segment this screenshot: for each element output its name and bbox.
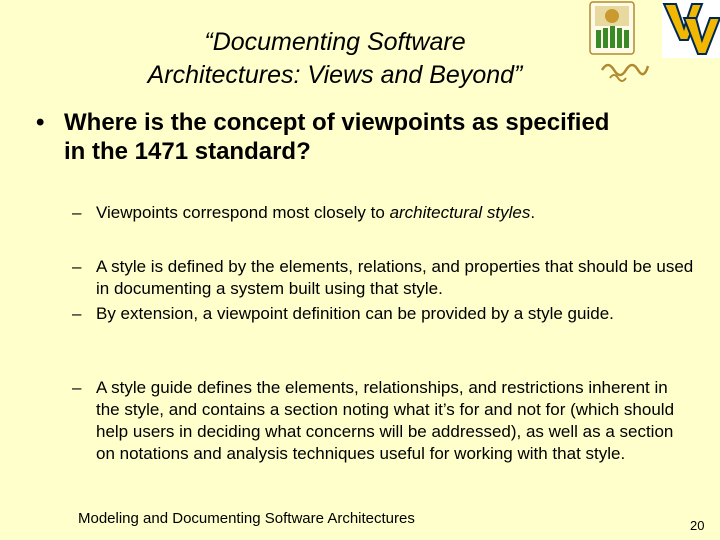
main-bullet-text: Where is the concept of viewpoints as specified in the 1471 standard? [64,109,610,165]
sub-bullet-text: A style is defined by the elements, relations, and properties that should be used in documenting a system built using that style. [96,257,694,298]
slide-title [130,26,540,92]
bullet-symbol: • [36,109,45,136]
slide-footer: Modeling and Documenting Software Architectures [78,510,415,527]
wvu-logo [662,0,720,58]
dash-symbol: – [72,304,82,323]
dash-symbol: – [72,203,82,222]
sub-bullet-text: By extension, a viewpoint definition can be provided by a style guide. [96,304,614,323]
cairo-university-logo [582,0,662,86]
dash-symbol: – [72,257,82,276]
title-line-1: “Documenting Software [204,28,466,56]
title-line-2: Architectures: Views and Beyond” [147,61,523,89]
sub1-suffix: . [530,203,536,222]
sub1-prefix: Viewpoints correspond most closely to [96,203,390,222]
page-number: 20 [690,518,705,533]
sub1-emphasis: architectural styles [389,203,531,222]
dash-symbol: – [72,378,82,397]
sub-bullet-text: A style guide defines the elements, relationships, and restrictions inherent in the style, and contains a section noting what it’s for and not for (which should help users in deciding what concerns will be addressed), as well as a section on notations and analysis techniques useful for working with that style. [96,378,675,463]
sub-bullet-text [96,202,696,224]
